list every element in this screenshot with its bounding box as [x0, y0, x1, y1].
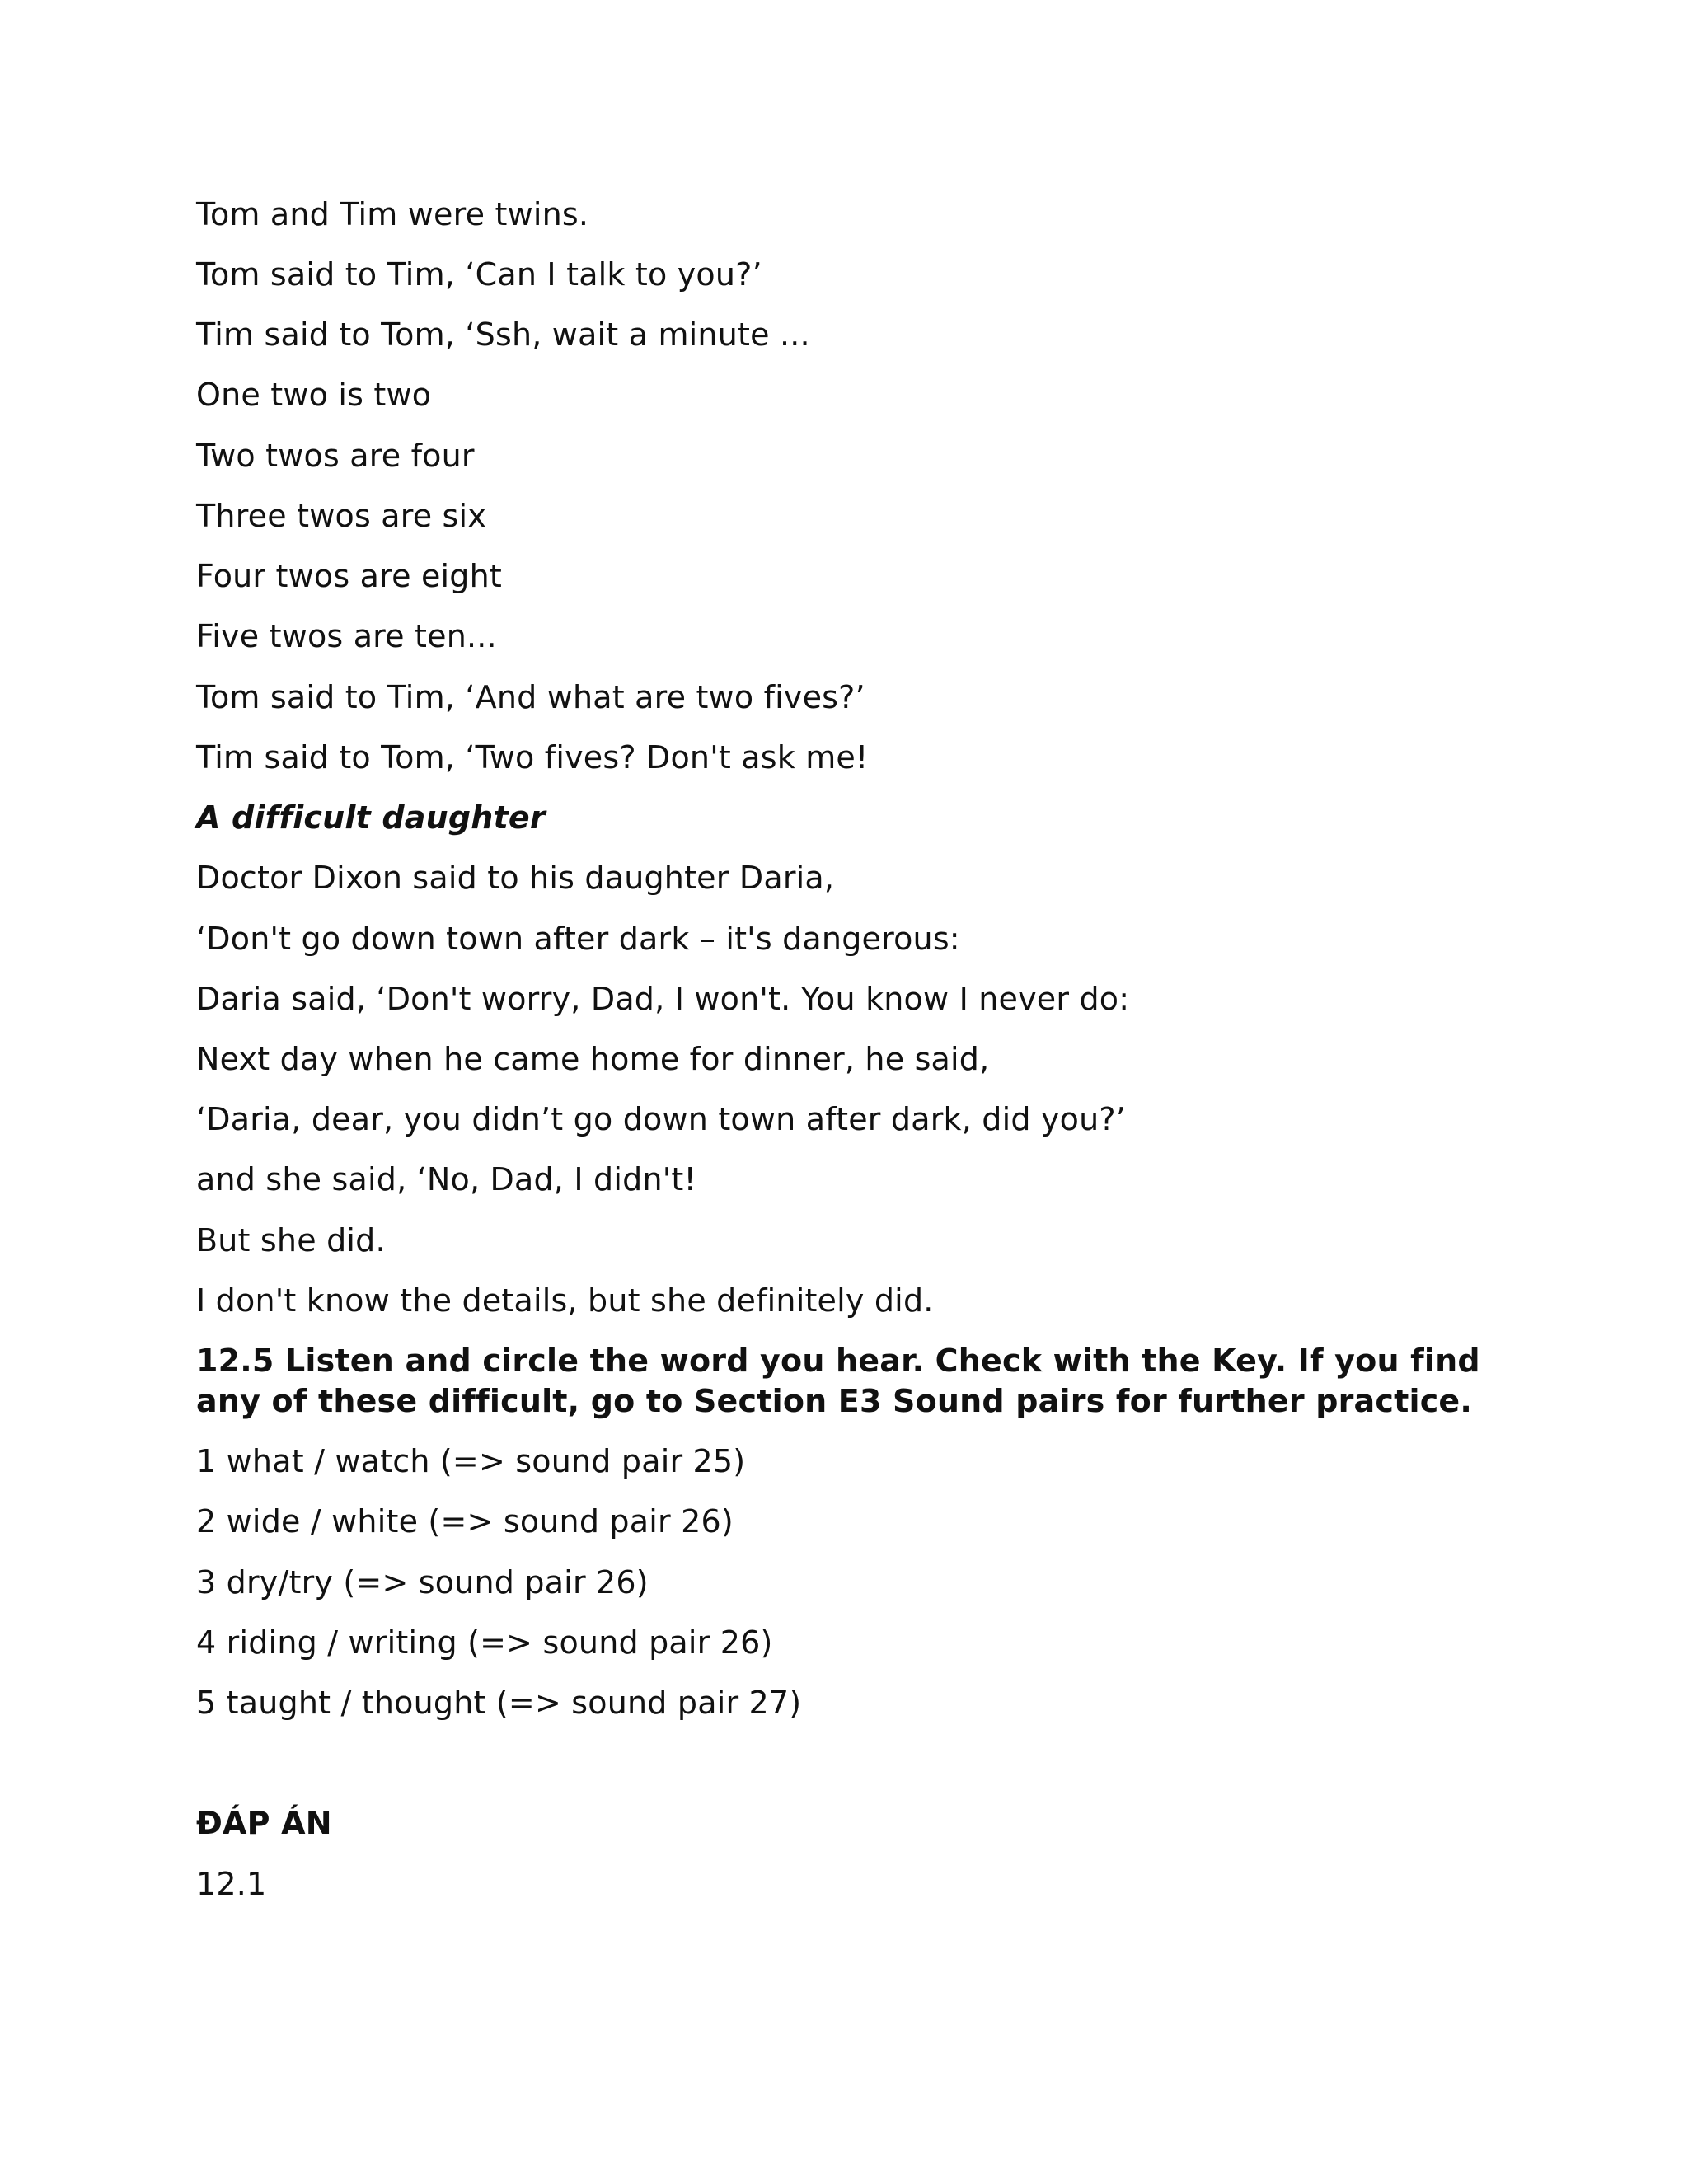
story-line: ‘Daria, dear, you didn’t go down town after dark, did you?’: [196, 1101, 1127, 1137]
poem-line: Five twos are ten...: [196, 618, 497, 654]
story-title: A difficult daughter: [196, 799, 546, 836]
story-line: But she did.: [196, 1222, 386, 1258]
answers-heading: ĐÁP ÁN: [196, 1805, 332, 1841]
exercise-item: 1 what / watch (=> sound pair 25): [196, 1443, 746, 1479]
exercise-item: 4 riding / writing (=> sound pair 26): [196, 1624, 773, 1661]
story-line: Next day when he came home for dinner, he said,: [196, 1041, 990, 1077]
poem-line: Four twos are eight: [196, 558, 503, 594]
poem-line: Tom and Tim were twins.: [196, 196, 589, 232]
exercise-item: 2 wide / white (=> sound pair 26): [196, 1503, 734, 1540]
poem-line: Three twos are six: [196, 498, 487, 534]
poem-line: Tim said to Tom, ‘Ssh, wait a minute ...: [196, 316, 810, 353]
exercise-instruction: 12.5 Listen and circle the word you hear. Check with the Key. If you find any of these difficult, go to Section E3 Sound pairs for further practice.: [196, 1343, 1480, 1419]
poem-line: Tom said to Tim, ‘Can I talk to you?’: [196, 256, 762, 293]
story-line: and she said, ‘No, Dad, I didn't!: [196, 1161, 696, 1197]
exercise-item: 5 taught / thought (=> sound pair 27): [196, 1685, 802, 1721]
story-line: I don't know the details, but she definitely did.: [196, 1282, 934, 1319]
answers-label: 12.1: [196, 1866, 267, 1902]
story-line: ‘Don't go down town after dark – it's dangerous:: [196, 921, 960, 957]
poem-line: Tom said to Tim, ‘And what are two fives?’: [196, 679, 865, 715]
poem-line: Two twos are four: [196, 438, 475, 474]
poem-line: One two is two: [196, 377, 432, 413]
exercise-item: 3 dry/try (=> sound pair 26): [196, 1564, 649, 1601]
story-line: Doctor Dixon said to his daughter Daria,: [196, 860, 835, 896]
story-line: Daria said, ‘Don't worry, Dad, I won't. You know I never do:: [196, 981, 1130, 1017]
poem-line: Tim said to Tom, ‘Two fives? Don't ask me!: [196, 739, 869, 776]
